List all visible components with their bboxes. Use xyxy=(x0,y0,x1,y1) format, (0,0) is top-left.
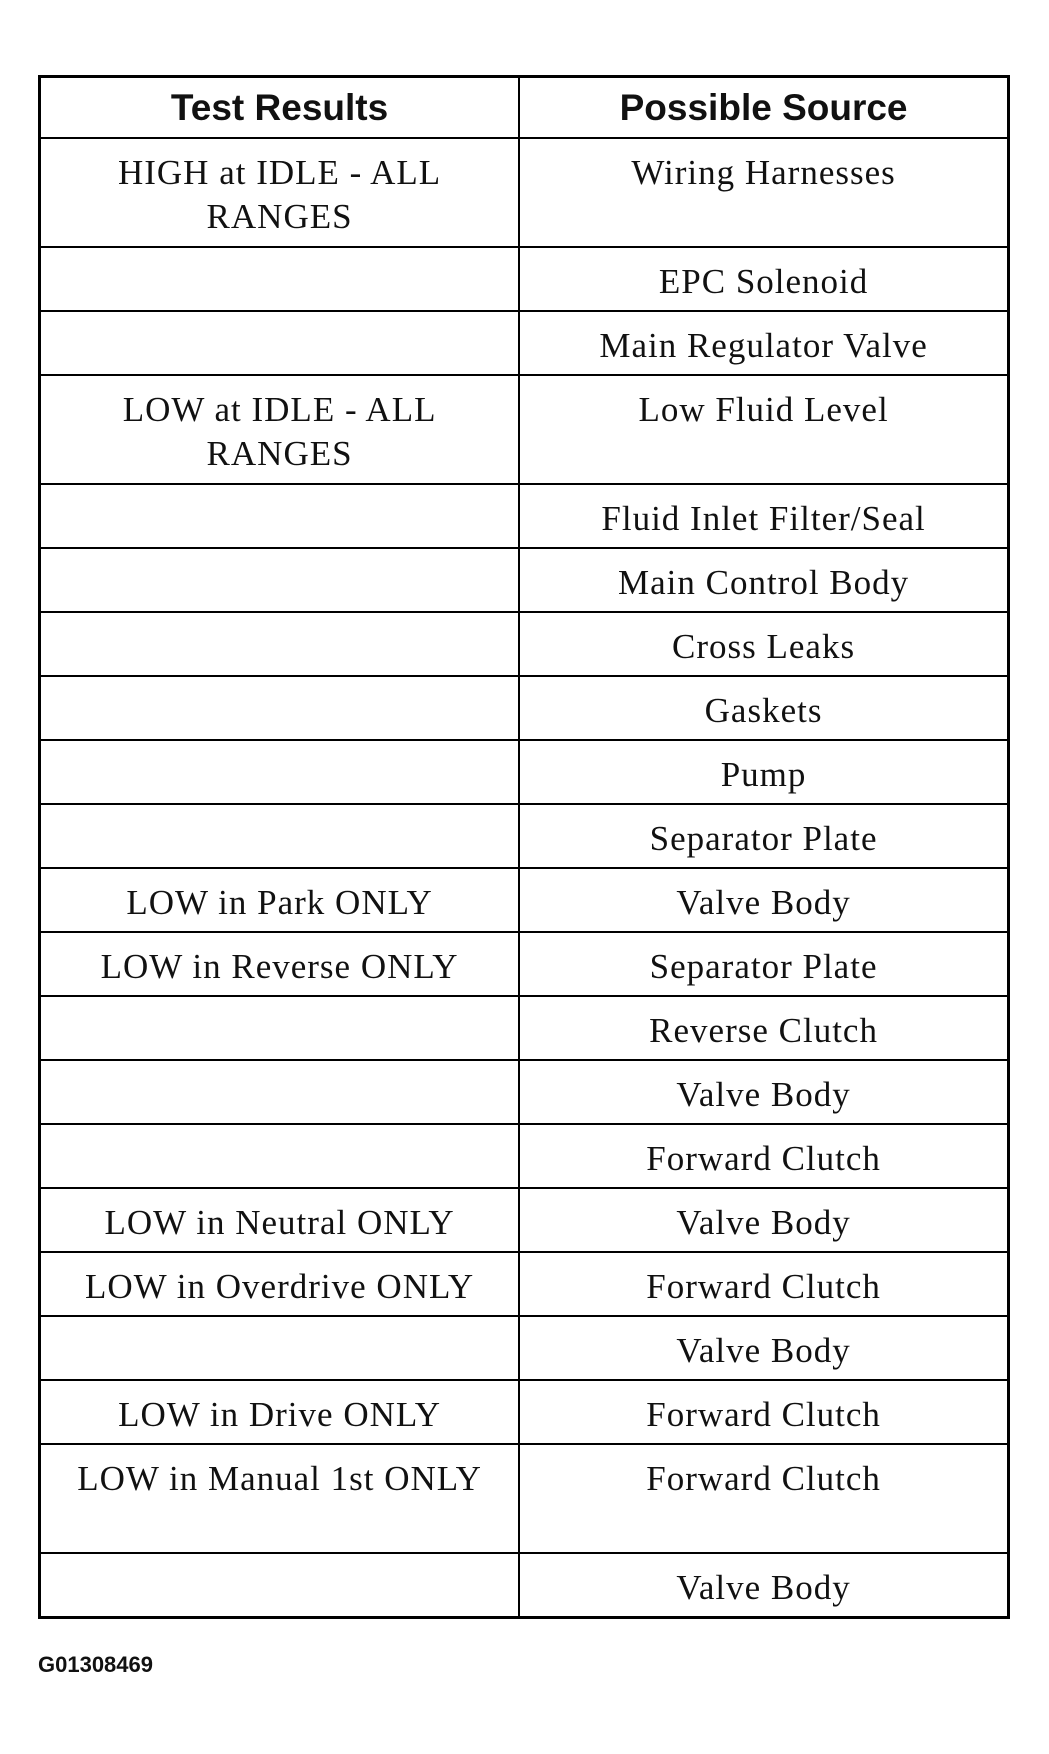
test-result-cell xyxy=(40,804,520,868)
table-row xyxy=(40,868,1009,932)
test-result-cell xyxy=(40,996,520,1060)
possible-source-cell: Valve Body xyxy=(519,1316,1008,1380)
test-result-cell: LOW in Manual 1st ONLY xyxy=(40,1444,520,1553)
test-result-cell xyxy=(40,740,520,804)
test-result-cell xyxy=(40,1553,520,1618)
diagnosis-table xyxy=(38,75,1010,1619)
table-row xyxy=(40,1444,1009,1553)
test-result-cell xyxy=(40,484,520,548)
test-result-cell xyxy=(40,676,520,740)
possible-source-cell: Valve Body xyxy=(519,1188,1008,1252)
possible-source-cell: Wiring Harnesses xyxy=(519,138,1008,247)
table-row xyxy=(40,740,1009,804)
possible-source-cell: Main Regulator Valve xyxy=(519,311,1008,375)
possible-source-cell: Fluid Inlet Filter/Seal xyxy=(519,484,1008,548)
test-result-cell: LOW in Drive ONLY xyxy=(40,1380,520,1444)
test-result-cell: LOW in Park ONLY xyxy=(40,868,520,932)
possible-source-cell: Valve Body xyxy=(519,868,1008,932)
possible-source-cell: Forward Clutch xyxy=(519,1124,1008,1188)
test-result-cell xyxy=(40,1124,520,1188)
test-result-cell xyxy=(40,612,520,676)
table-row xyxy=(40,932,1009,996)
possible-source-cell: Separator Plate xyxy=(519,932,1008,996)
header-test-results: Test Results xyxy=(40,77,520,139)
possible-source-cell: Forward Clutch xyxy=(519,1380,1008,1444)
table-row xyxy=(40,1316,1009,1380)
possible-source-cell: Forward Clutch xyxy=(519,1252,1008,1316)
possible-source-cell: Reverse Clutch xyxy=(519,996,1008,1060)
test-result-cell xyxy=(40,1060,520,1124)
test-result-cell: LOW at IDLE - ALL RANGES xyxy=(40,375,520,484)
test-result-cell: HIGH at IDLE - ALL RANGES xyxy=(40,138,520,247)
possible-source-cell: Valve Body xyxy=(519,1060,1008,1124)
table-row xyxy=(40,676,1009,740)
test-result-cell xyxy=(40,311,520,375)
possible-source-cell: Valve Body xyxy=(519,1553,1008,1618)
possible-source-cell: Gaskets xyxy=(519,676,1008,740)
table-row xyxy=(40,375,1009,484)
test-result-cell: LOW in Overdrive ONLY xyxy=(40,1252,520,1316)
table-row xyxy=(40,1188,1009,1252)
table-row xyxy=(40,804,1009,868)
possible-source-cell: Forward Clutch xyxy=(519,1444,1008,1553)
figure-id: G01308469 xyxy=(38,1652,153,1677)
test-result-cell xyxy=(40,1316,520,1380)
table-row xyxy=(40,1252,1009,1316)
possible-source-cell: EPC Solenoid xyxy=(519,247,1008,311)
table-row xyxy=(40,484,1009,548)
table-row xyxy=(40,247,1009,311)
table-row xyxy=(40,138,1009,247)
table-row xyxy=(40,1060,1009,1124)
header-possible-source: Possible Source xyxy=(519,77,1008,139)
table-row xyxy=(40,1124,1009,1188)
table-row xyxy=(40,311,1009,375)
table-row xyxy=(40,612,1009,676)
test-result-cell xyxy=(40,247,520,311)
table-row xyxy=(40,996,1009,1060)
possible-source-cell: Main Control Body xyxy=(519,548,1008,612)
possible-source-cell: Separator Plate xyxy=(519,804,1008,868)
possible-source-cell: Pump xyxy=(519,740,1008,804)
table-row xyxy=(40,1553,1009,1618)
test-result-cell xyxy=(40,548,520,612)
table-row xyxy=(40,548,1009,612)
test-result-cell: LOW in Neutral ONLY xyxy=(40,1188,520,1252)
possible-source-cell: Low Fluid Level xyxy=(519,375,1008,484)
header-row xyxy=(40,77,1009,139)
possible-source-cell: Cross Leaks xyxy=(519,612,1008,676)
test-result-cell: LOW in Reverse ONLY xyxy=(40,932,520,996)
table-row xyxy=(40,1380,1009,1444)
